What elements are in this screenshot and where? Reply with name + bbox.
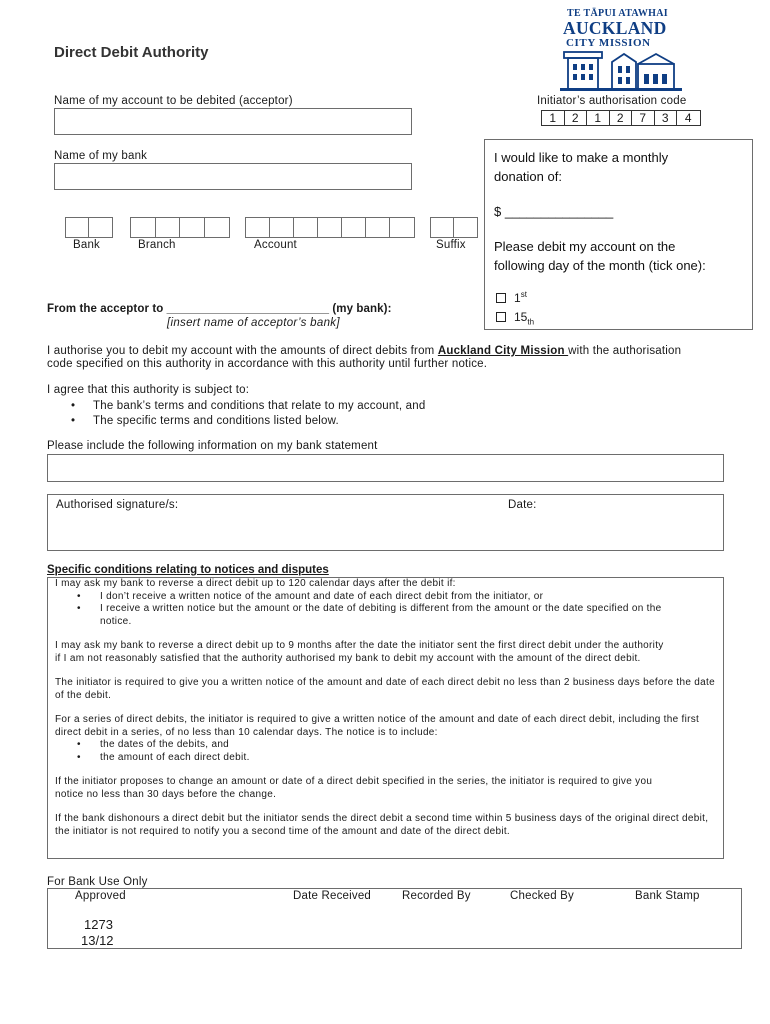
signature-box[interactable] <box>47 494 724 551</box>
code-digit: 2 <box>565 111 588 125</box>
code-digit: 1 <box>542 111 565 125</box>
condition-paragraph: The initiator is required to give you a written notice of the amount and date of each direct debit no less than 2 business days before the date of the debit. <box>55 677 715 701</box>
bank-number-boxes[interactable] <box>65 217 113 238</box>
signature-label: Authorised signature/s: <box>56 499 179 511</box>
donation-line-1: I would like to make a monthly <box>494 150 669 165</box>
bank-name-label: Name of my bank <box>54 150 148 162</box>
bank-use-label: For Bank Use Only <box>47 876 148 888</box>
list-item: • I receive a written notice but the amount or the date of debiting is different from the amount or the date specified on the notice. <box>55 603 723 628</box>
statement-label: Please include the following information on my bank statement <box>47 440 378 452</box>
initiator-code-label: Initiator’s authorisation code <box>537 95 687 107</box>
list-item: • the amount of each direct debit. <box>55 752 723 765</box>
date-received-label: Date Received <box>293 890 372 902</box>
suffix-number-boxes[interactable] <box>430 217 478 238</box>
logo-line-2: AUCKLAND <box>563 18 667 38</box>
recorded-by-label: Recorded By <box>402 890 471 902</box>
bank-name-input[interactable] <box>54 163 412 190</box>
account-name-input[interactable] <box>54 108 412 135</box>
donation-box <box>484 139 753 330</box>
condition-paragraph: If the initiator proposes to change an amount or date of a direct debit specified in the series, the initiator is required to give you notice no less than 30 days before the change. <box>55 776 653 800</box>
bank-use-box <box>47 888 742 949</box>
branch-number-boxes[interactable] <box>130 217 230 238</box>
debit-day-line-2: following day of the month (tick one): <box>494 258 706 273</box>
authorise-line-2: code specified on this authority in accordance with this authority until further notice. <box>47 358 488 370</box>
donation-amount-field[interactable]: $ _______________ <box>494 204 614 219</box>
conditions-heading: Specific conditions relating to notices and disputes <box>47 564 329 576</box>
authorise-line-1: I authorise you to debit my account with the amounts of direct debits from Auckland City Mission with the authorisation <box>47 345 682 357</box>
suffix-label: Suffix <box>436 239 466 251</box>
conditions-box <box>47 577 724 859</box>
code-digit: 3 <box>655 111 678 125</box>
code-digit: 7 <box>632 111 655 125</box>
account-name-label: Name of my account to be debited (acceptor) <box>54 95 293 107</box>
initiator-code-boxes <box>541 110 701 126</box>
acceptor-hint: [insert name of acceptor’s bank] <box>167 317 340 329</box>
acceptor-line: From the acceptor to _________________________ (my bank): <box>47 303 392 315</box>
code-digit: 1 <box>587 111 610 125</box>
code-digit: 4 <box>684 111 692 125</box>
bank-label: Bank <box>73 239 101 251</box>
bank-use-code: 1273 <box>84 917 113 932</box>
account-label: Account <box>254 239 297 251</box>
buildings-icon <box>560 50 682 92</box>
list-item: • I don’t receive a written notice of the amount and date of each direct debit from the initiator, or <box>55 591 723 604</box>
approved-label: Approved <box>75 890 126 902</box>
list-item: • The specific terms and conditions listed below. <box>47 414 425 429</box>
auckland-city-mission-logo <box>556 6 686 94</box>
list-item: • The bank’s terms and conditions that relate to my account, and <box>47 399 425 414</box>
condition-paragraph: I may ask my bank to reverse a direct debit up to 120 calendar days after the debit if: <box>55 578 456 589</box>
organisation-name: Auckland City Mission <box>437 345 569 357</box>
account-number-boxes[interactable] <box>245 217 415 238</box>
option-1st[interactable]: 1st <box>496 290 527 305</box>
checkbox-15th[interactable] <box>496 312 506 322</box>
logo-line-1: TE TĀPUI ATAWHAI <box>567 8 668 19</box>
condition-list <box>55 591 723 629</box>
page-title: Direct Debit Authority <box>54 44 209 61</box>
donation-line-2: donation of: <box>494 169 562 184</box>
date-label: Date: <box>508 499 537 511</box>
condition-paragraph: If the bank dishonours a direct debit but the initiator sends the direct debit a second time within 5 business days of the original direct debit, the initiator is not required to notify you a second time of the amount and date of the direct debit. <box>55 813 709 837</box>
statement-input[interactable] <box>47 454 724 482</box>
bank-use-date: 13/12 <box>81 933 114 948</box>
checked-by-label: Checked By <box>510 890 575 902</box>
debit-day-line-1: Please debit my account on the <box>494 239 676 254</box>
condition-paragraph: I may ask my bank to reverse a direct debit up to 9 months after the date the initiator sent the first direct debit under the authority if I am not reasonably satisfied that the authority authorised my bank to debit my account with the amount of the direct debit. <box>55 640 664 664</box>
code-digit: 2 <box>610 111 633 125</box>
logo-line-3: CITY MISSION <box>566 37 651 49</box>
checkbox-1st[interactable] <box>496 293 506 303</box>
condition-paragraph: For a series of direct debits, the initiator is required to give a written notice of the amount and date of each direct debit, including the first direct debit in a series, of no less than 10 calendar days. The notice is to include: <box>55 714 700 738</box>
branch-label: Branch <box>138 239 176 251</box>
option-15th[interactable]: $15_{th}$ <box>496 310 534 326</box>
agree-list <box>47 399 425 428</box>
bank-stamp-label: Bank Stamp <box>635 890 700 902</box>
condition-list <box>55 739 723 764</box>
list-item: • the dates of the debits, and <box>55 739 723 752</box>
agree-intro: I agree that this authority is subject to: <box>47 384 250 396</box>
